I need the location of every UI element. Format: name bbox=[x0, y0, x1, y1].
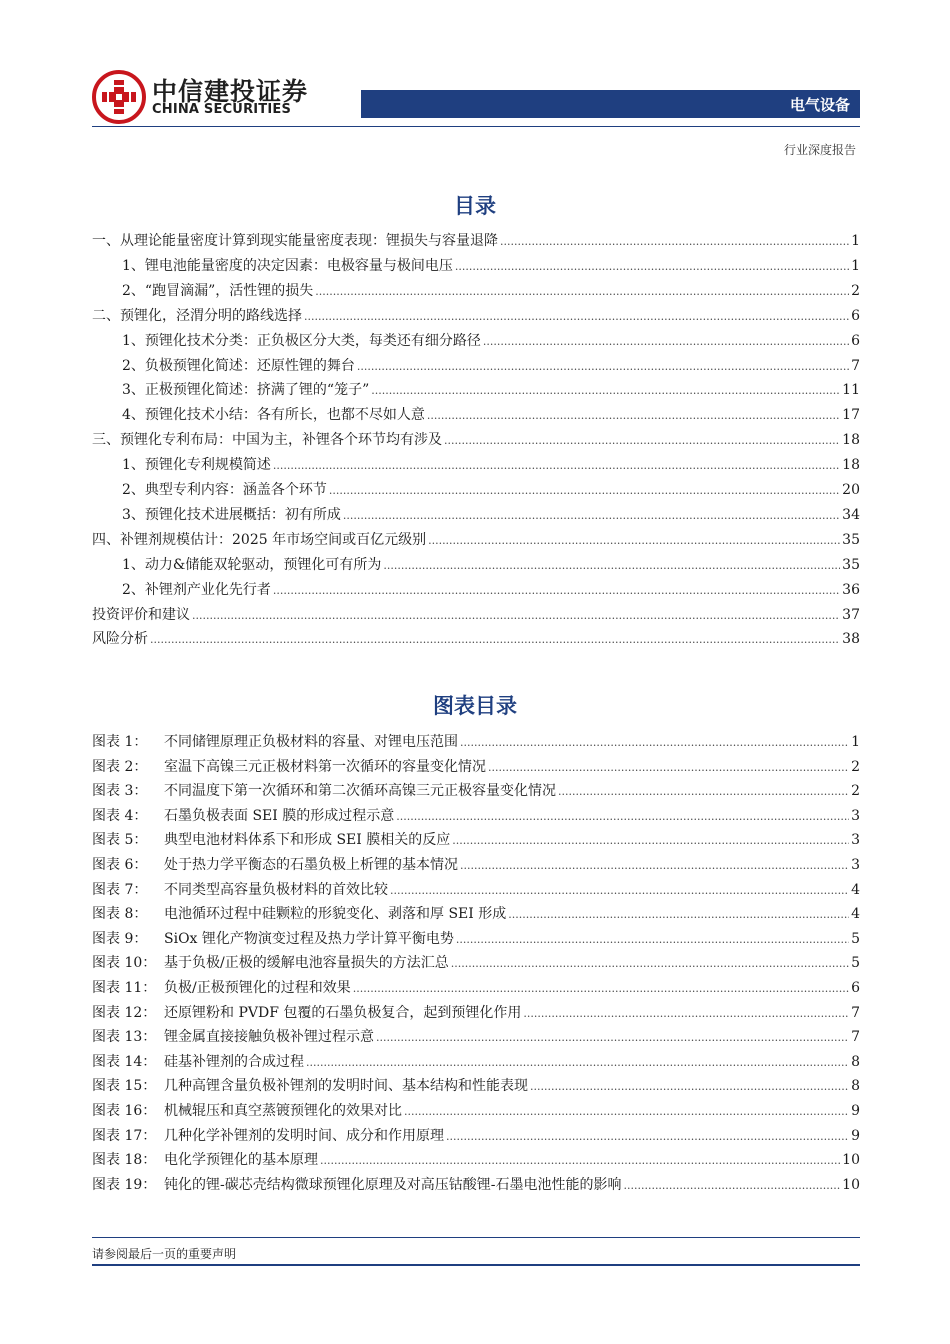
figure-entry-title: 锂金属直接接触负极补锂过程示意 bbox=[164, 1029, 374, 1046]
toc-entry-page: 1 bbox=[851, 233, 860, 249]
toc-leader-dots bbox=[343, 509, 840, 522]
toc-entry-title: 二、预锂化，泾渭分明的路线选择 bbox=[92, 307, 302, 324]
toc-entry[interactable] bbox=[92, 305, 860, 327]
figure-leader-dots bbox=[508, 908, 849, 921]
figure-entry-page: 8 bbox=[851, 1053, 860, 1070]
sector-label: 电气设备 bbox=[789, 96, 850, 114]
toc-entry-page: 11 bbox=[842, 382, 860, 399]
figure-leader-dots bbox=[530, 1080, 849, 1093]
toc-entry-title: 三、预锂化专利布局：中国为主，补锂各个环节均有涉及 bbox=[92, 432, 442, 449]
toc-leader-dots bbox=[427, 409, 840, 422]
toc-entry[interactable] bbox=[122, 579, 860, 601]
figure-entry-label: 图表 16： bbox=[92, 1103, 157, 1119]
figure-entry-page: 2 bbox=[851, 783, 860, 800]
toc-entry[interactable] bbox=[92, 429, 860, 451]
logo-english-name: CHINA SECURITIES bbox=[152, 102, 292, 117]
toc-title: 目录 bbox=[454, 194, 496, 218]
toc-entry-title: 4、预锂化技术小结：各有所长，也都不尽如人意 bbox=[122, 407, 425, 424]
figure-entry-label: 图表 14： bbox=[92, 1053, 157, 1070]
company-logo bbox=[92, 70, 322, 130]
figure-entry[interactable] bbox=[92, 1100, 860, 1122]
header-divider bbox=[92, 126, 860, 127]
toc-entry[interactable] bbox=[122, 255, 860, 277]
toc-entry-page: 6 bbox=[851, 307, 860, 324]
figure-entry-title: 钝化的锂-碳芯壳结构微球预锂化原理及对高压钴酸锂-石墨电池性能的影响 bbox=[164, 1176, 622, 1193]
figure-leader-dots bbox=[404, 1105, 849, 1118]
figure-entry[interactable] bbox=[92, 829, 860, 851]
figure-entry-label: 图表 9： bbox=[92, 930, 148, 947]
figure-entry-label: 图表 4： bbox=[92, 807, 148, 824]
toc-leader-dots bbox=[150, 633, 840, 646]
figure-entry-label: 图表 10： bbox=[92, 955, 157, 972]
figure-entry-page: 10 bbox=[842, 1176, 860, 1193]
figure-entry[interactable] bbox=[92, 731, 860, 753]
toc-entry-title: 1、锂电池能量密度的决定因素：电极容量与极间电压 bbox=[122, 257, 453, 274]
figure-entry[interactable] bbox=[92, 903, 860, 925]
figure-entry[interactable] bbox=[92, 805, 860, 827]
toc-leader-dots bbox=[329, 484, 840, 497]
figure-entry-title: 典型电池材料体系下和形成 SEI 膜相关的反应 bbox=[164, 832, 451, 849]
figure-entry[interactable] bbox=[92, 879, 860, 901]
figure-leader-dots bbox=[396, 810, 849, 823]
toc-entry-title: 1、动力&储能双轮驱动，预锂化可有所为 bbox=[122, 556, 382, 573]
report-type: 行业深度报告 bbox=[783, 143, 856, 157]
toc-entry-title: 3、正极预锂化简述：挤满了锂的“笼子” bbox=[122, 382, 370, 399]
figure-entry-label: 图表 3： bbox=[92, 783, 148, 800]
figure-entry-label: 图表 19： bbox=[92, 1176, 157, 1193]
toc-entry[interactable] bbox=[122, 404, 860, 426]
figure-entry-label: 图表 17： bbox=[92, 1127, 157, 1144]
logo-chinese-name: 中信建投证券 bbox=[152, 77, 309, 106]
footer-divider bbox=[92, 1237, 860, 1238]
figure-entry[interactable] bbox=[92, 1002, 860, 1024]
toc-entry-page: 20 bbox=[842, 482, 860, 498]
toc-entry-title: 3、预锂化技术进展概括：初有所成 bbox=[122, 506, 341, 523]
figure-entry-page: 10 bbox=[842, 1152, 860, 1169]
toc-entry-page: 36 bbox=[842, 581, 860, 598]
toc-leader-dots bbox=[357, 360, 849, 373]
figure-entry-label: 图表 6： bbox=[92, 857, 148, 873]
figure-entry-title: 石墨负极表面 SEI 膜的形成过程示意 bbox=[164, 807, 395, 824]
figure-entry[interactable] bbox=[92, 1149, 860, 1171]
toc-leader-dots bbox=[192, 609, 840, 622]
figure-list-title: 图表目录 bbox=[433, 694, 517, 718]
figure-entry-page: 7 bbox=[851, 1029, 860, 1046]
toc-entry[interactable] bbox=[92, 628, 860, 650]
toc-entry-page: 38 bbox=[842, 631, 860, 648]
figure-leader-dots bbox=[320, 1154, 840, 1167]
toc-entry-page: 35 bbox=[842, 556, 860, 573]
figure-entry-label: 图表 13： bbox=[92, 1029, 157, 1046]
figure-entry[interactable] bbox=[92, 1125, 860, 1147]
toc-entry-title: 投资评价和建议 bbox=[92, 606, 190, 623]
citic-logo-icon bbox=[92, 70, 146, 124]
figure-entry-page: 8 bbox=[851, 1078, 860, 1095]
figure-entry-title: 几种化学补锂剂的发明时间、成分和作用原理 bbox=[164, 1127, 444, 1144]
figure-entry-title: 基于负极/正极的缓解电池容量损失的方法汇总 bbox=[164, 955, 449, 972]
toc-entry-title: 2、“跑冒滴漏”，活性锂的损失 bbox=[122, 282, 314, 299]
toc-leader-dots bbox=[483, 335, 849, 348]
toc-entry-page: 7 bbox=[851, 357, 860, 374]
footer-divider-thick bbox=[92, 1264, 860, 1266]
toc-entry-page: 17 bbox=[842, 407, 860, 424]
figure-entry-label: 图表 18： bbox=[92, 1152, 157, 1169]
toc-leader-dots bbox=[315, 285, 849, 298]
figure-entry-title: 硅基补锂剂的合成过程 bbox=[164, 1053, 304, 1070]
toc-entry-title: 一、从理论能量密度计算到现实能量密度表现：锂损失与容量退降 bbox=[92, 233, 498, 249]
figure-entry-page: 4 bbox=[851, 906, 860, 923]
figure-entry-page: 3 bbox=[851, 832, 860, 849]
figure-leader-dots bbox=[451, 957, 849, 970]
figure-entry-title: 不同类型高容量负极材料的首效比较 bbox=[164, 881, 388, 898]
figure-leader-dots bbox=[460, 736, 849, 749]
figure-entry[interactable] bbox=[92, 1026, 860, 1048]
figure-entry-title: 不同温度下第一次循环和第二次循环高镍三元正极容量变化情况 bbox=[164, 783, 556, 800]
toc-entry-page: 6 bbox=[851, 332, 860, 349]
figure-leader-dots bbox=[523, 1007, 849, 1020]
figure-entry-page: 3 bbox=[851, 807, 860, 824]
figure-entry[interactable] bbox=[92, 977, 860, 999]
figure-entry-label: 图表 2： bbox=[92, 758, 148, 775]
figure-entry-label: 图表 11： bbox=[92, 980, 157, 996]
toc-entry-title: 四、补锂剂规模估计：2025 年市场空间或百亿元级别 bbox=[92, 531, 427, 548]
figure-entry-label: 图表 15： bbox=[92, 1078, 157, 1095]
figure-entry[interactable] bbox=[92, 1174, 860, 1196]
toc-leader-dots bbox=[383, 559, 840, 572]
figure-entry-page: 4 bbox=[851, 881, 860, 898]
figure-leader-dots bbox=[452, 834, 849, 847]
toc-entry[interactable] bbox=[122, 379, 860, 401]
figure-entry-page: 9 bbox=[851, 1127, 860, 1144]
figure-entry[interactable] bbox=[92, 854, 860, 876]
toc-entry-page: 37 bbox=[842, 606, 860, 623]
toc-leader-dots bbox=[371, 384, 840, 397]
toc-entry[interactable] bbox=[92, 230, 860, 252]
toc-entry-title: 2、补锂剂产业化先行者 bbox=[122, 581, 271, 598]
figure-leader-dots bbox=[306, 1056, 849, 1069]
toc-leader-dots bbox=[455, 260, 849, 273]
toc-entry[interactable] bbox=[92, 529, 860, 551]
figure-entry-title: 负极/正极预锂化的过程和效果 bbox=[164, 980, 351, 996]
figure-entry-title: 电化学预锂化的基本原理 bbox=[164, 1152, 318, 1169]
toc-leader-dots bbox=[428, 534, 840, 547]
figure-entry-title: SiOx 锂化产物演变过程及热力学计算平衡电势 bbox=[164, 930, 454, 947]
figure-entry-page: 5 bbox=[851, 955, 860, 972]
figure-leader-dots bbox=[623, 1179, 840, 1192]
toc-leader-dots bbox=[273, 459, 840, 472]
figure-entry[interactable] bbox=[92, 780, 860, 802]
toc-leader-dots bbox=[273, 584, 840, 597]
toc-leader-dots bbox=[444, 434, 840, 447]
toc-entry-page: 34 bbox=[842, 506, 860, 523]
figure-leader-dots bbox=[488, 761, 849, 774]
figure-entry-label: 图表 5： bbox=[92, 832, 148, 849]
toc-entry-title: 风险分析 bbox=[92, 631, 148, 648]
toc-leader-dots bbox=[500, 235, 849, 248]
toc-leader-dots bbox=[304, 310, 849, 323]
figure-leader-dots bbox=[460, 859, 849, 872]
figure-entry[interactable] bbox=[92, 1075, 860, 1097]
figure-entry-page: 2 bbox=[851, 758, 860, 775]
toc-entry-title: 1、预锂化技术分类：正负极区分大类，每类还有细分路径 bbox=[122, 332, 481, 349]
figure-entry-title: 室温下高镍三元正极材料第一次循环的容量变化情况 bbox=[164, 758, 486, 775]
toc-entry[interactable] bbox=[122, 454, 860, 476]
toc-entry-page: 18 bbox=[842, 432, 860, 449]
figure-entry-title: 电池循环过程中硅颗粒的形貌变化、剥落和厚 SEI 形成 bbox=[164, 906, 507, 923]
figure-entry-title: 还原锂粉和 PVDF 包覆的石墨负极复合，起到预锂化作用 bbox=[164, 1004, 522, 1021]
figure-entry-label: 图表 12： bbox=[92, 1004, 157, 1021]
figure-entry-title: 不同储锂原理正负极材料的容量、对锂电压范围 bbox=[164, 734, 458, 750]
figure-entry-title: 处于热力学平衡态的石墨负极上析锂的基本情况 bbox=[164, 857, 458, 873]
toc-entry-page: 1 bbox=[851, 257, 860, 274]
figure-entry[interactable] bbox=[92, 1051, 860, 1073]
figure-leader-dots bbox=[446, 1130, 849, 1143]
figure-entry-page: 3 bbox=[851, 857, 860, 873]
figure-entry[interactable] bbox=[92, 756, 860, 778]
figure-entry-title: 机械辊压和真空蒸镀预锂化的效果对比 bbox=[164, 1103, 402, 1119]
toc-entry-page: 18 bbox=[842, 457, 860, 474]
figure-entry-title: 几种高锂含量负极补锂剂的发明时间、基本结构和性能表现 bbox=[164, 1078, 528, 1095]
toc-entry-page: 35 bbox=[842, 531, 860, 548]
figure-entry-label: 图表 8： bbox=[92, 906, 148, 923]
toc-entry[interactable] bbox=[122, 280, 860, 302]
figure-entry[interactable] bbox=[92, 928, 860, 950]
toc-entry-page: 2 bbox=[851, 282, 860, 299]
footer-notice: 请参阅最后一页的重要声明 bbox=[92, 1247, 237, 1261]
figure-leader-dots bbox=[456, 933, 849, 946]
toc-entry[interactable] bbox=[122, 554, 860, 576]
figure-leader-dots bbox=[353, 982, 849, 995]
figure-leader-dots bbox=[558, 785, 849, 798]
toc-entry-title: 2、负极预锂化简述：还原性锂的舞台 bbox=[122, 357, 355, 374]
figure-entry-label: 图表 7： bbox=[92, 881, 148, 898]
figure-entry-label: 图表 1： bbox=[92, 734, 148, 750]
figure-entry-page: 5 bbox=[851, 930, 860, 947]
toc-entry-title: 2、典型专利内容：涵盖各个环节 bbox=[122, 482, 327, 498]
figure-leader-dots bbox=[376, 1031, 849, 1044]
figure-entry-page: 7 bbox=[851, 1004, 860, 1021]
toc-entry[interactable] bbox=[122, 504, 860, 526]
toc-entry[interactable] bbox=[122, 330, 860, 352]
figure-entry-page: 6 bbox=[851, 980, 860, 996]
toc-entry[interactable] bbox=[92, 604, 860, 626]
toc-entry-title: 1、预锂化专利规模简述 bbox=[122, 457, 271, 474]
toc-entry[interactable] bbox=[122, 355, 860, 377]
sector-banner bbox=[361, 90, 860, 118]
figure-leader-dots bbox=[390, 884, 849, 897]
figure-entry-page: 9 bbox=[851, 1103, 860, 1119]
toc-entry[interactable] bbox=[122, 479, 860, 501]
figure-entry[interactable] bbox=[92, 952, 860, 974]
figure-entry-page: 1 bbox=[851, 734, 860, 750]
